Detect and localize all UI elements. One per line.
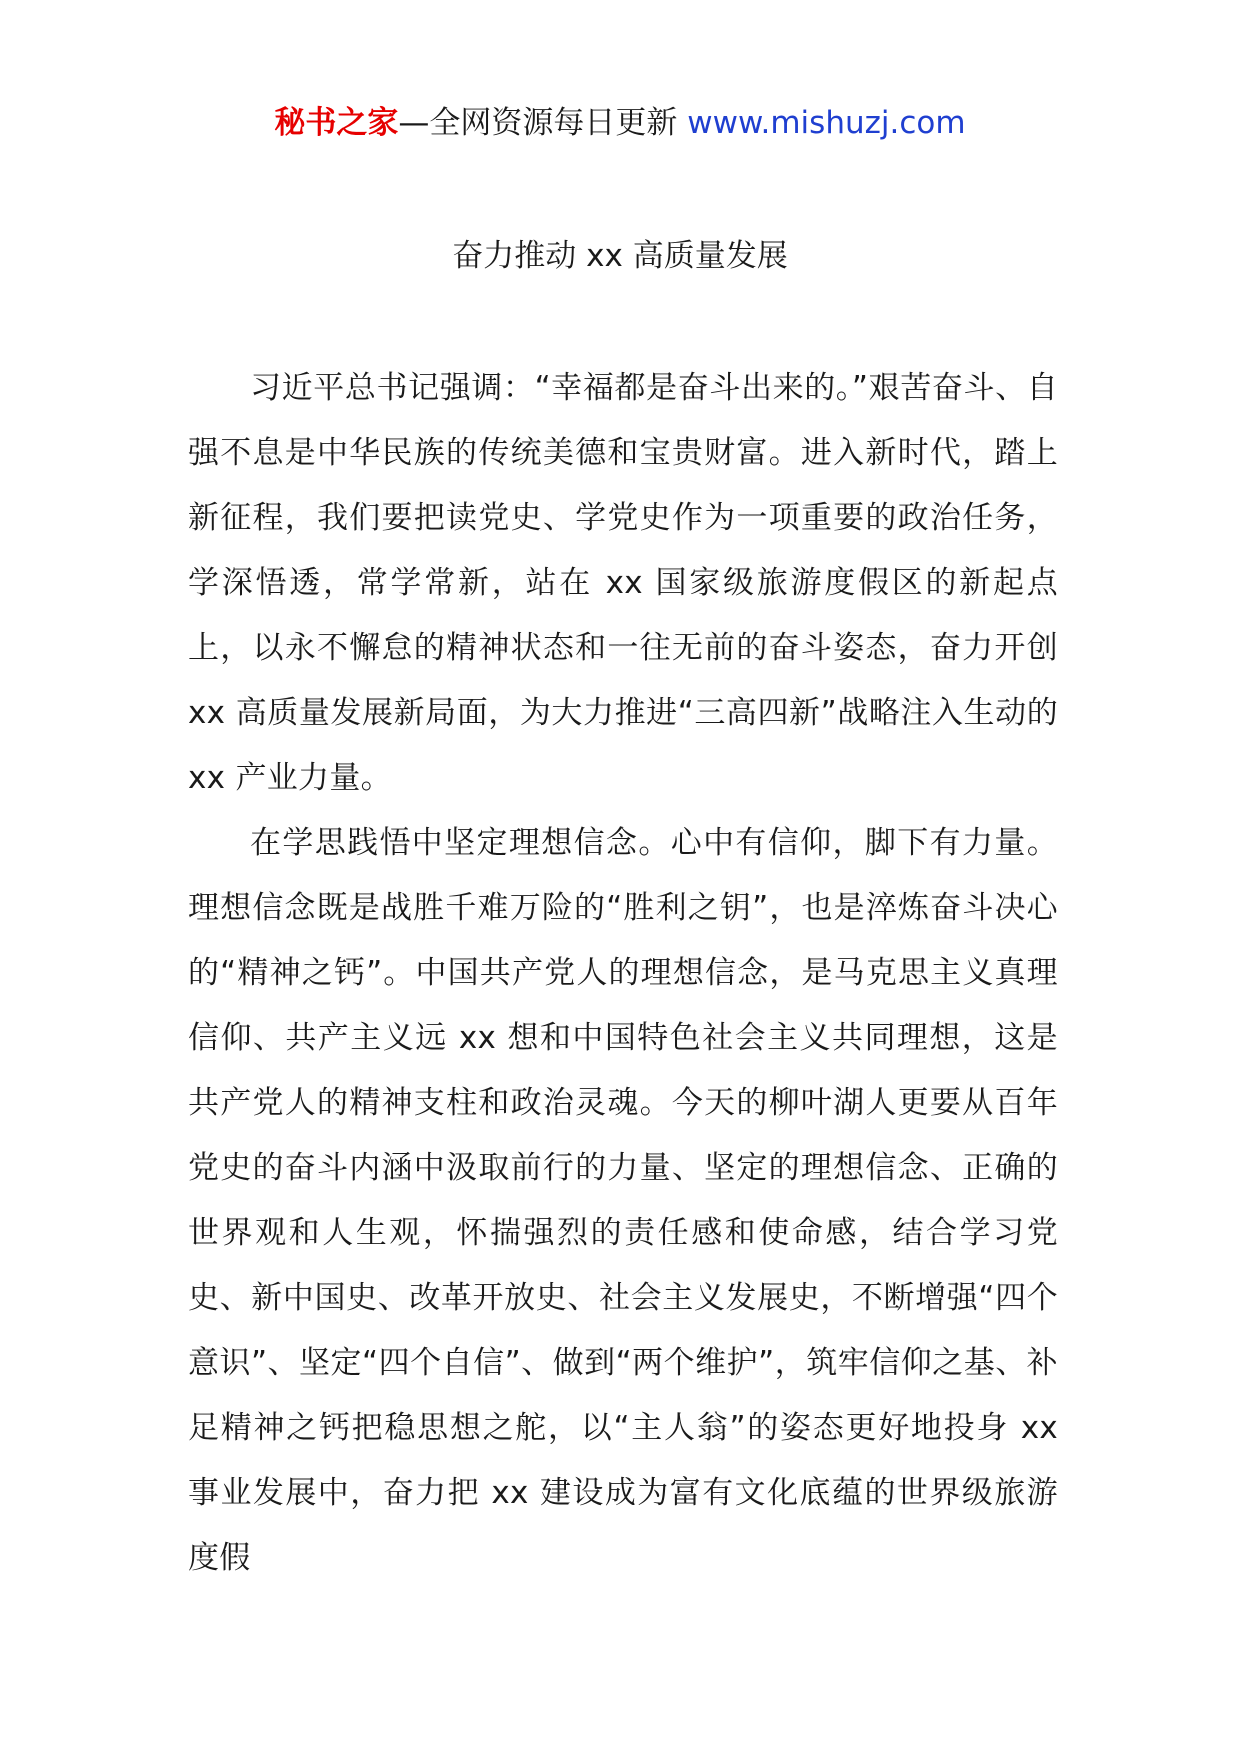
paragraph-2: 在学思践悟中坚定理想信念。心中有信仰，脚下有力量。理想信念既是战胜千难万险的“胜利之钥”，也是淬炼奋斗决心的“精神之钙”。中国共产党人的理想信念，是马克思主义真理信仰、共产主义远 xx 想和中国特色社会主义共同理想，这是共产党人的精神支柱和政治灵魂。今天的柳叶湖人更要从百年党史的奋斗内涵中汲取前行的力量、坚定的理想信念、正确的世界观和人生观，怀揣强烈的责任感和使命感，结合学习党史、新中国史、改革开放史、社会主义发展史，不断增强“四个意识”、坚定“四个自信”、做到“两个维护”，筑牢信仰之基、补足精神之钙把稳思想之舵，以“主人翁”的姿态更好地投身 xx 事业发展中，奋力把 xx 建设成为富有文化底蕴的世界级旅游度假 [188, 825, 1058, 1576]
document-body [188, 356, 1058, 1591]
header-tagline: —全网资源每日更新 [398, 105, 688, 141]
paragraph-1: 习近平总书记强调：“幸福都是奋斗出来的。”艰苦奋斗、自强不息是中华民族的传统美德和宝贵财富。进入新时代，踏上新征程，我们要把读党史、学党史作为一项重要的政治任务，学深悟透，常学常新，站在 xx 国家级旅游度假区的新起点上，以永不懈怠的精神状态和一往无前的奋斗姿态，奋力开创 xx 高质量发展新局面，为大力推进“三高四新”战略注入生动的 xx 产业力量。 [188, 370, 1058, 796]
site-url-link[interactable]: www.mishuzj.com [687, 105, 966, 141]
document-title: 奋力推动 xx 高质量发展 [452, 238, 788, 274]
page-header [0, 96, 1240, 150]
brand-name: 秘书之家 [274, 105, 399, 141]
